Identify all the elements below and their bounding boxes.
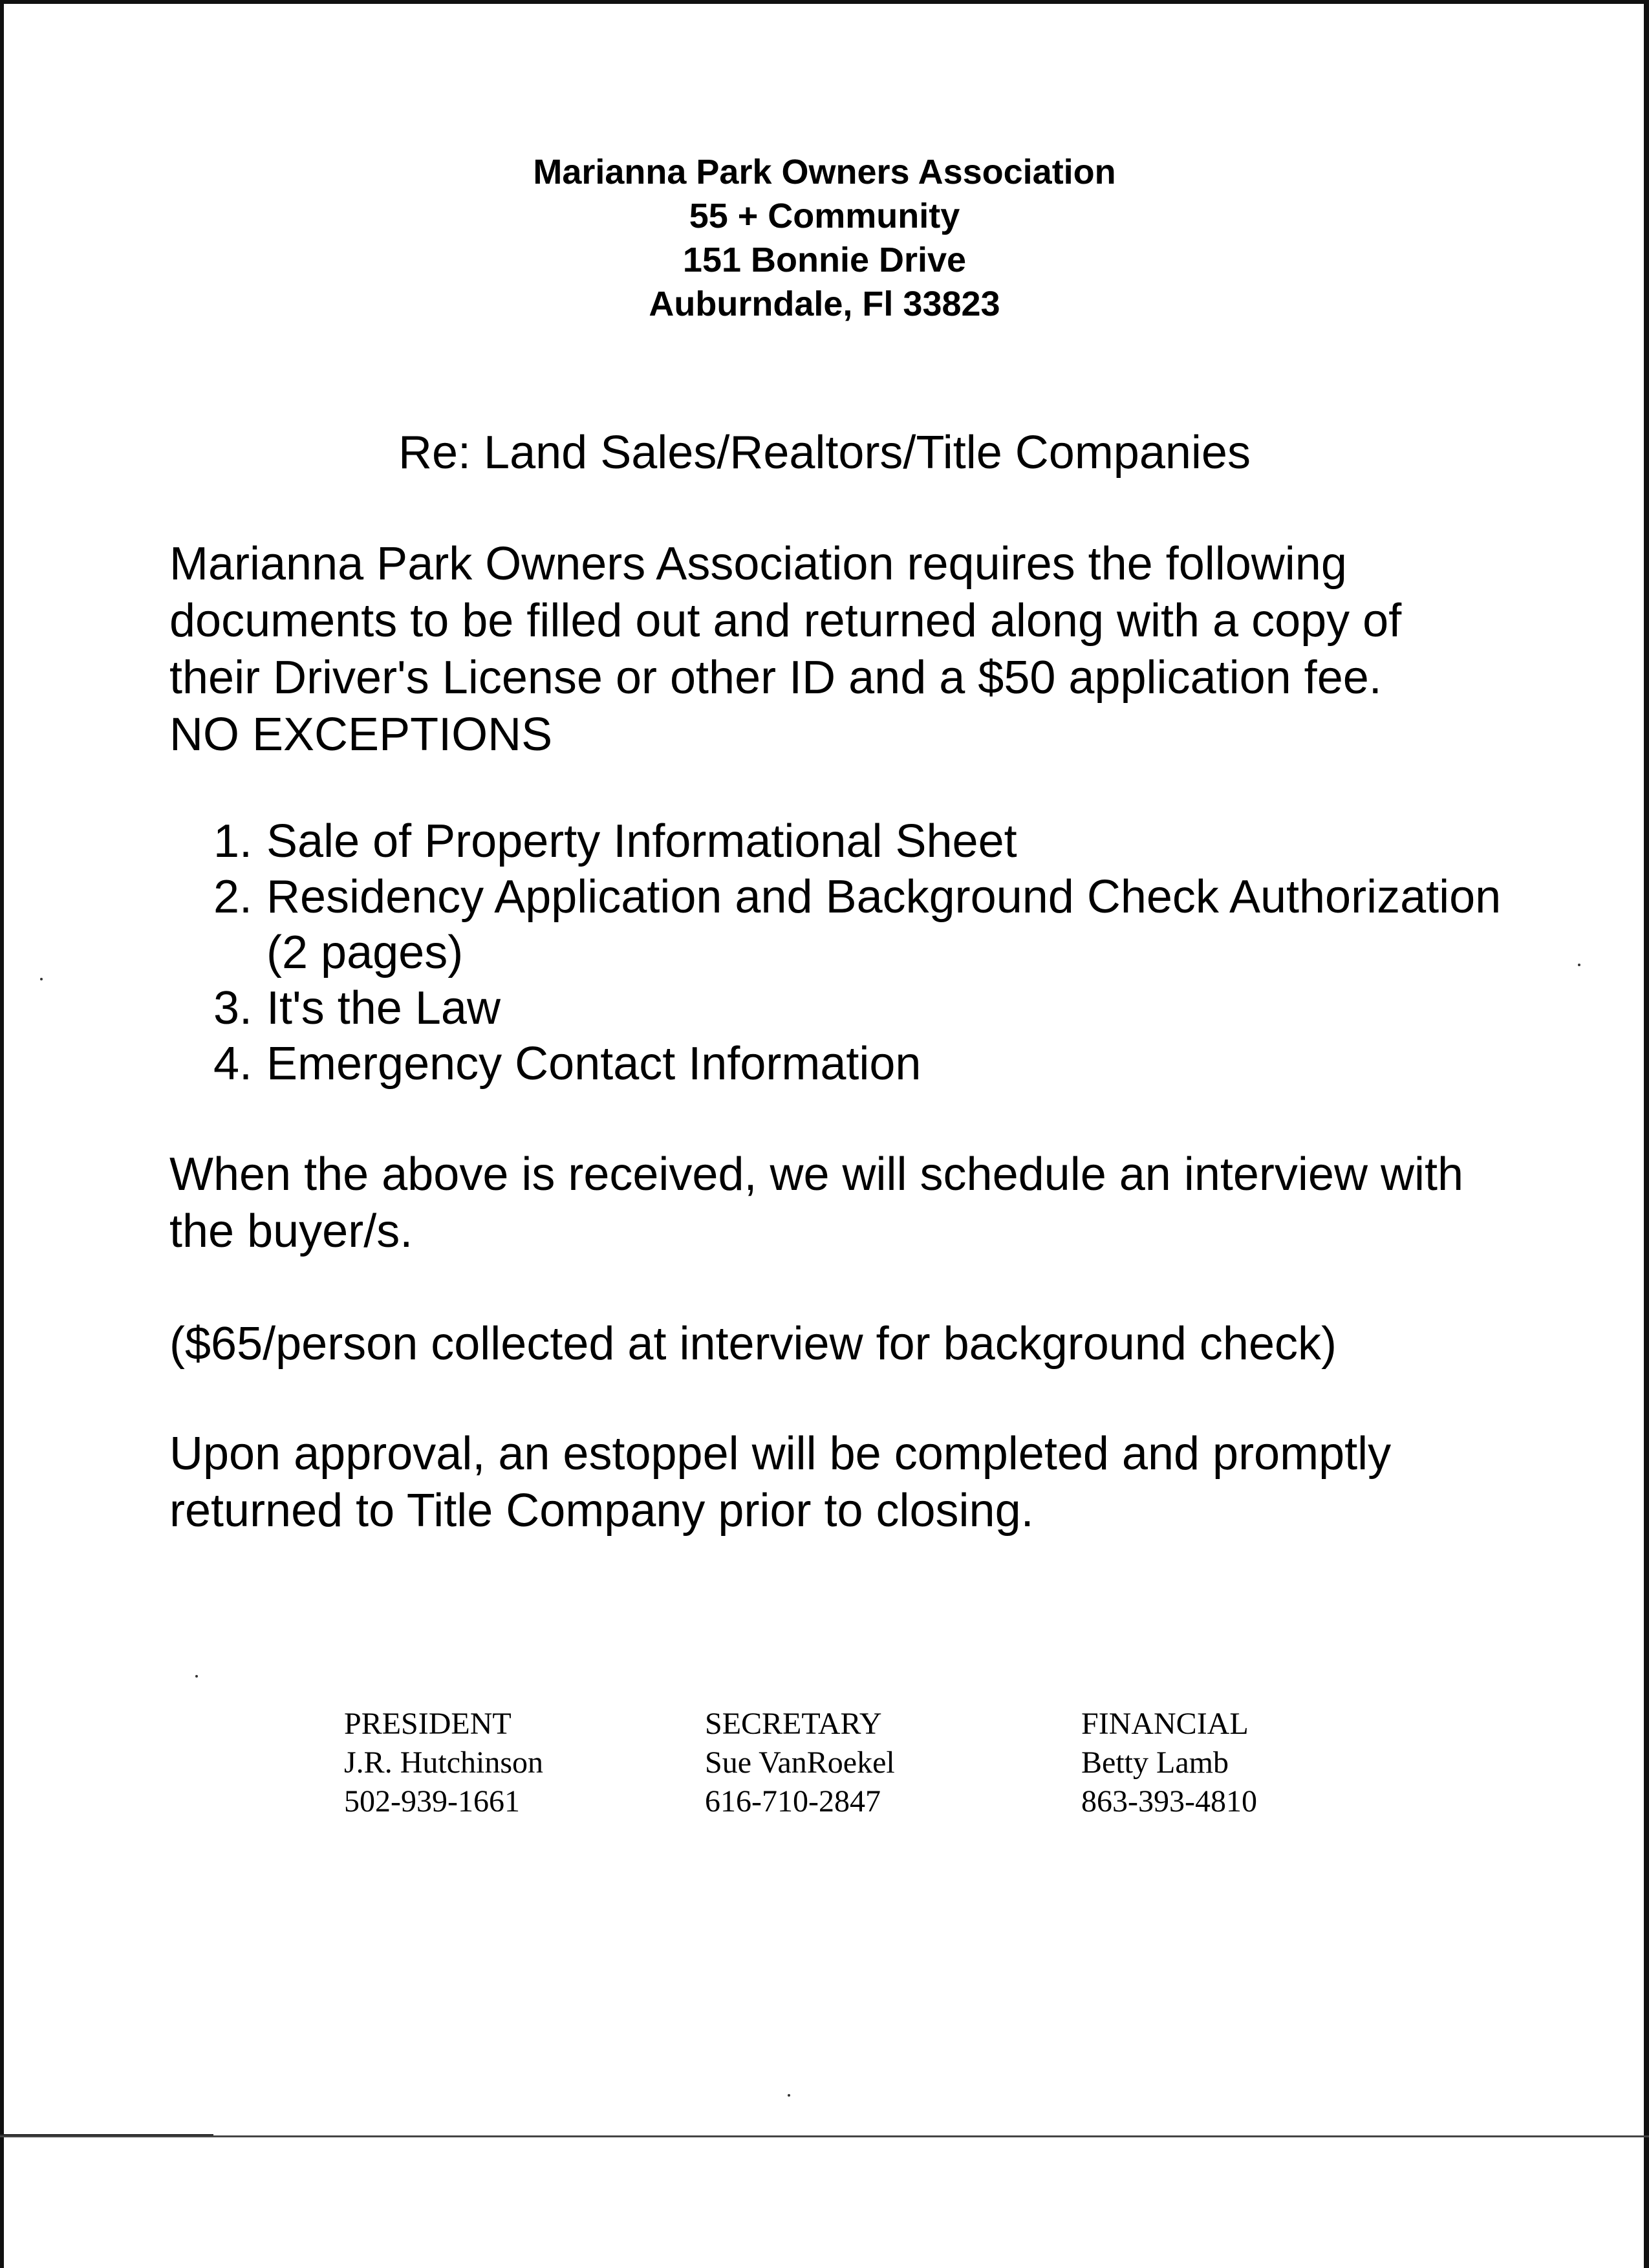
subject-line: Re: Land Sales/Realtors/Title Companies [398,427,1251,479]
officer-financial [1081,1705,1257,1821]
list-item-label: Sale of Property Informational Sheet [266,815,1017,867]
required-documents-list [213,814,1507,1092]
list-item-number: 1. [213,815,253,867]
intro-text: Marianna Park Owners Association requires the following documents to be filled out and returned along with a copy of their Driver's License or other ID and a $50 application fee. [169,538,1402,704]
list-item-label: Emergency Contact Information [266,1038,921,1090]
community-type: 55 + Community [689,197,960,235]
scan-speck [788,2094,790,2097]
list-item-number: 4. [213,1038,253,1090]
list-item [213,814,1507,869]
intro-paragraph [169,535,1502,763]
list-item [213,980,1507,1036]
officer-president [344,1705,543,1821]
officer-title: SECRETARY [705,1707,882,1741]
officer-phone: 863-393-4810 [1081,1784,1257,1819]
city-state-zip: Auburndale, Fl 33823 [649,285,1000,323]
street-address: 151 Bonnie Drive [682,241,967,279]
scan-speck [40,978,43,980]
schedule-paragraph: When the above is received, we will schedule an interview with the buyer/s. [169,1149,1463,1257]
officer-name: J.R. Hutchinson [344,1745,544,1780]
list-item-label: Residency Application and Background Check Authorization (2 pages) [266,871,1502,978]
officer-phone: 502-939-1661 [344,1784,520,1819]
association-name: Marianna Park Owners Association [533,153,1116,191]
officer-title: FINANCIAL [1081,1707,1249,1741]
officer-secretary [705,1705,895,1821]
footer-rule [0,2135,1649,2137]
officers-block [0,1705,1649,1834]
scan-edge-top [0,0,1649,4]
scan-speck [1578,964,1580,966]
letterhead [0,150,1649,326]
scan-edge-left [0,0,4,2268]
list-item-number: 3. [213,982,253,1034]
officer-phone: 616-710-2847 [705,1784,881,1819]
officer-name: Sue VanRoekel [705,1745,895,1780]
officer-name: Betty Lamb [1081,1745,1229,1780]
list-item-label: It's the Law [266,982,501,1034]
scan-edge-right [1644,0,1649,2268]
fee-paragraph: ($65/person collected at interview for background check) [169,1318,1337,1370]
estoppel-paragraph: Upon approval, an estoppel will be completed and promptly returned to Title Company prior to closing. [169,1428,1392,1537]
list-item-number: 2. [213,871,253,923]
officer-title: PRESIDENT [344,1707,512,1741]
list-item [213,869,1507,980]
no-exceptions-notice: NO EXCEPTIONS [169,709,553,761]
list-item [213,1036,1507,1092]
scan-speck [195,1675,198,1678]
